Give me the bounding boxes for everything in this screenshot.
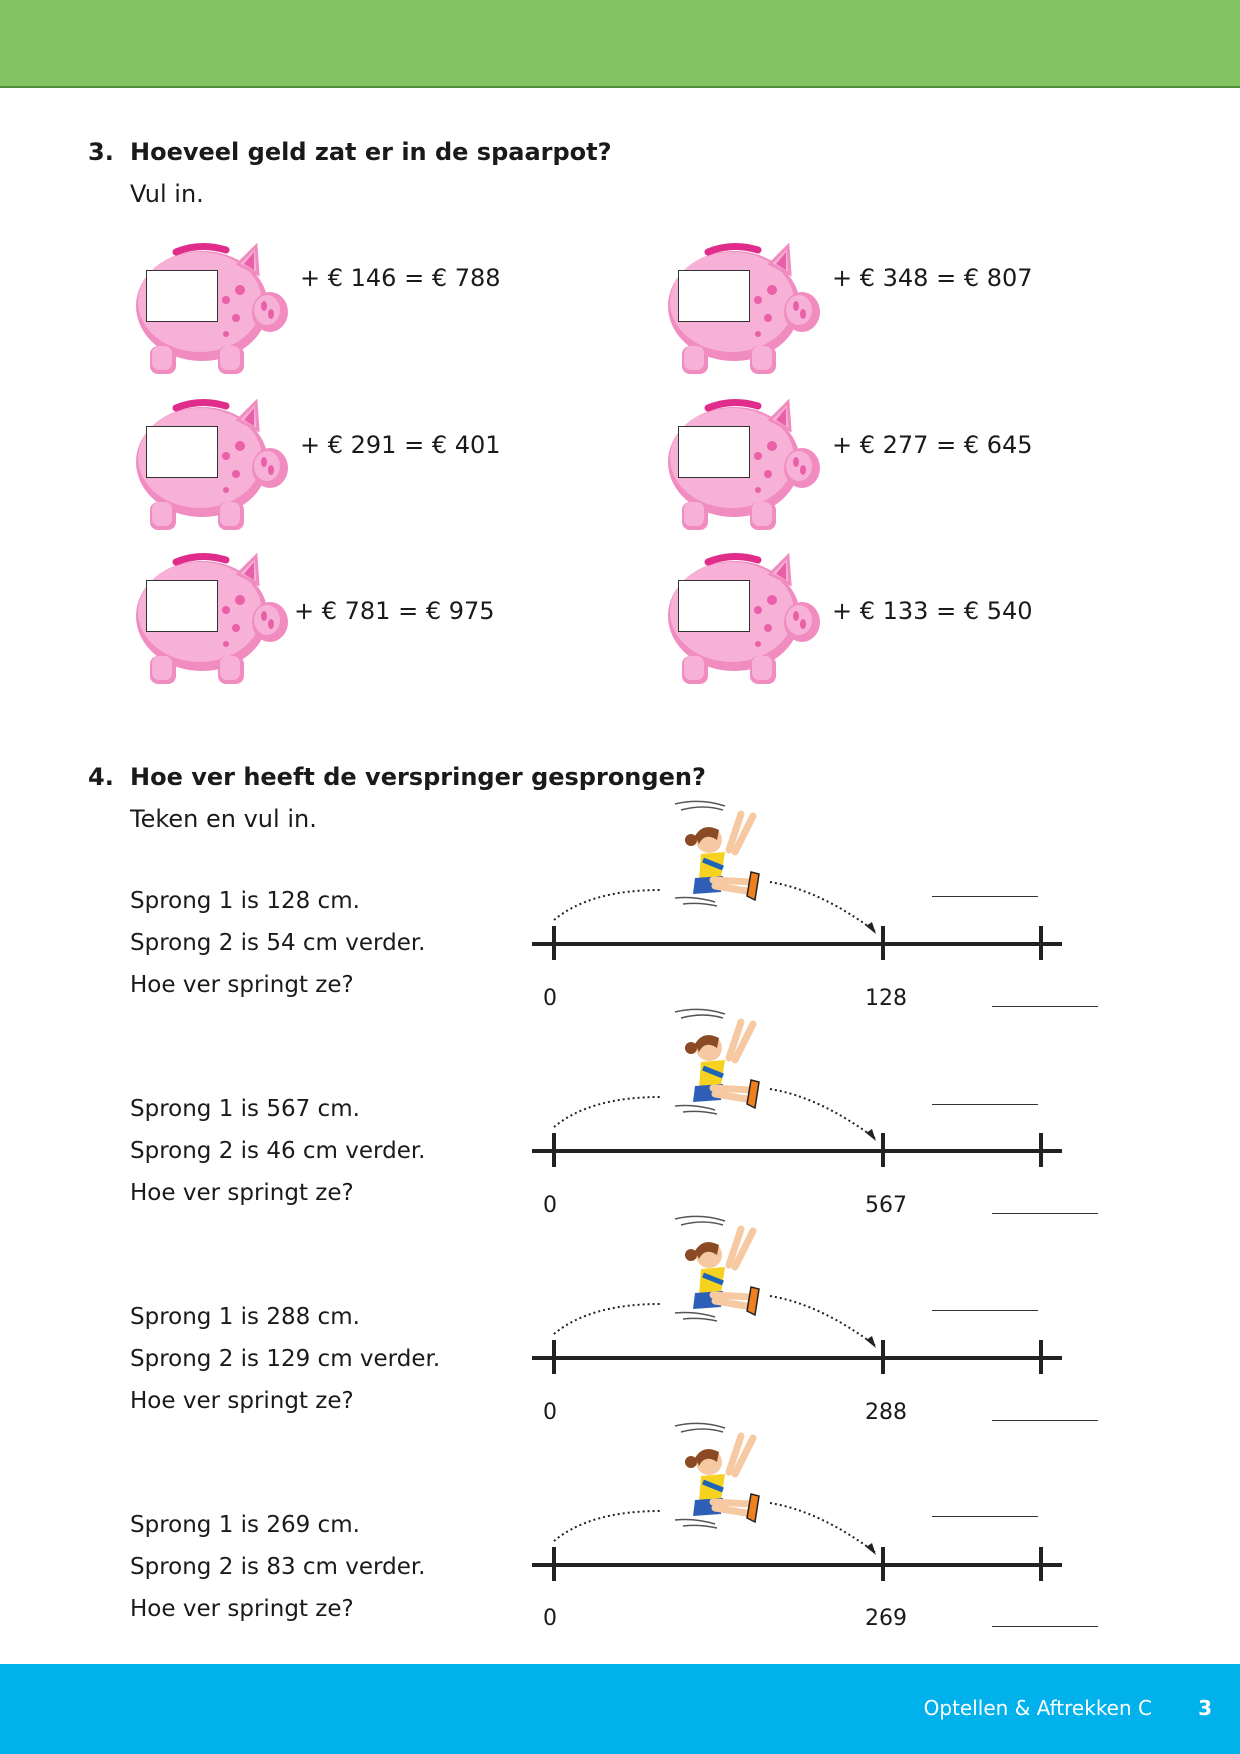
jump2-line1: Sprong 1 is 567 cm. [130,1096,360,1122]
equation-6: + € 133 = € 540 [832,597,1033,625]
number-line-1 [520,820,1080,960]
total-answer-blank[interactable] [992,1006,1098,1007]
piggy-bank-5 [130,544,290,689]
equation-2: + € 348 = € 807 [832,264,1033,292]
piggy-bank-4 [662,390,822,535]
q4-number: 4. [88,763,114,791]
jump2-answer-blank[interactable] [932,1516,1038,1517]
q3-number: 3. [88,138,114,166]
piggy-bank-1 [130,234,290,379]
q4-title: Hoe ver heeft de verspringer gesprongen? [130,763,706,791]
number-line-1-mark: 128 [865,986,907,1011]
answer-box-6[interactable] [678,580,750,632]
number-line-2-mark: 567 [865,1193,907,1218]
jump4-line3: Hoe ver springt ze? [130,1596,354,1622]
answer-box-3[interactable] [146,426,218,478]
header-band [0,0,1240,88]
piggy-bank-3 [130,390,290,535]
answer-box-5[interactable] [146,580,218,632]
jump4-line2: Sprong 2 is 83 cm verder. [130,1554,426,1580]
jump1-line3: Hoe ver springt ze? [130,972,354,998]
jump3-line2: Sprong 2 is 129 cm verder. [130,1346,441,1372]
number-line-2 [520,1027,1080,1167]
q4-instruction: Teken en vul in. [130,805,317,833]
number-line-3-start: 0 [543,1400,557,1425]
number-line-4 [520,1441,1080,1581]
jump2-answer-blank[interactable] [932,1104,1038,1105]
long-jumper-icon [655,1422,775,1542]
jump2-answer-blank[interactable] [932,896,1038,897]
footer-title: Optellen & Aftrekken C [923,1696,1152,1720]
long-jumper-icon [655,800,775,920]
answer-box-1[interactable] [146,270,218,322]
jump3-line1: Sprong 1 is 288 cm. [130,1304,360,1330]
page-number: 3 [1198,1696,1212,1720]
answer-box-4[interactable] [678,426,750,478]
number-line-3 [520,1234,1080,1374]
answer-box-2[interactable] [678,270,750,322]
piggy-bank-2 [662,234,822,379]
jump2-line2: Sprong 2 is 46 cm verder. [130,1138,426,1164]
number-line-4-start: 0 [543,1606,557,1631]
equation-3: + € 291 = € 401 [300,431,501,459]
jump1-line2: Sprong 2 is 54 cm verder. [130,930,426,956]
total-answer-blank[interactable] [992,1626,1098,1627]
equation-5: + € 781 = € 975 [294,597,495,625]
jump3-line3: Hoe ver springt ze? [130,1388,354,1414]
long-jumper-icon [655,1008,775,1128]
equation-1: + € 146 = € 788 [300,264,501,292]
total-answer-blank[interactable] [992,1420,1098,1421]
number-line-4-mark: 269 [865,1606,907,1631]
total-answer-blank[interactable] [992,1213,1098,1214]
number-line-2-start: 0 [543,1193,557,1218]
long-jumper-icon [655,1215,775,1335]
piggy-bank-6 [662,544,822,689]
number-line-3-mark: 288 [865,1400,907,1425]
jump4-line1: Sprong 1 is 269 cm. [130,1512,360,1538]
jump1-line1: Sprong 1 is 128 cm. [130,888,360,914]
equation-4: + € 277 = € 645 [832,431,1033,459]
q3-title: Hoeveel geld zat er in de spaarpot? [130,138,612,166]
jump2-line3: Hoe ver springt ze? [130,1180,354,1206]
q3-instruction: Vul in. [130,180,204,208]
number-line-1-start: 0 [543,986,557,1011]
jump2-answer-blank[interactable] [932,1310,1038,1311]
